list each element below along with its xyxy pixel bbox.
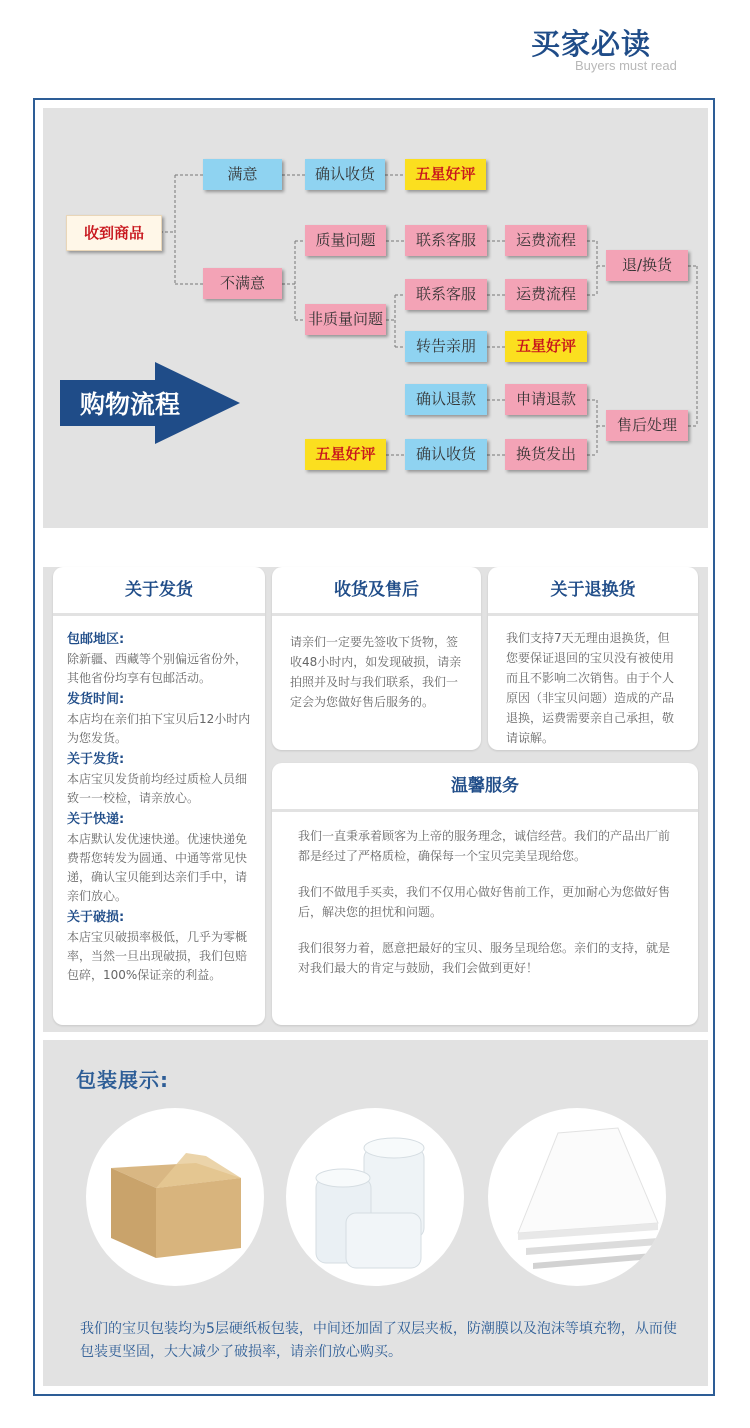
foam-sheets-icon xyxy=(488,1108,666,1286)
flow-node-freight-process: 运费流程 xyxy=(505,225,587,256)
bubble-wrap-image xyxy=(286,1108,464,1286)
flow-node-quality-issue: 质量问题 xyxy=(305,225,386,256)
shipping-item-text: 本店均在亲们拍下宝贝后12小时内为您发货。 xyxy=(67,712,251,745)
returns-card xyxy=(488,567,698,750)
flow-node-confirm-receipt: 确认收货 xyxy=(305,159,385,190)
flow-node-five-star: 五星好评 xyxy=(305,439,386,470)
receipt-card-text: 请亲们一定要先签收下货物，签收48小时内，如发现破损，请亲拍照并及时与我们联系，我们一定会为您做好售后服务的。 xyxy=(290,635,462,709)
shipping-item-label: 发货时间: xyxy=(67,692,125,707)
receipt-card-title: 收货及售后 xyxy=(272,567,481,616)
flow-node-non-quality-issue: 非质量问题 xyxy=(305,304,386,335)
cardboard-box-icon xyxy=(86,1108,264,1286)
flow-node-exchange-shipped: 换货发出 xyxy=(505,439,587,470)
flow-node-apply-refund: 申请退款 xyxy=(505,384,587,415)
service-card-title: 温馨服务 xyxy=(272,763,698,812)
page-title: 买家必读 xyxy=(531,27,652,61)
flow-node-satisfied: 满意 xyxy=(203,159,282,190)
flow-node-contact-service: 联系客服 xyxy=(405,279,487,310)
shipping-item-text: 本店默认发优速快递。优速快递免费帮您转发为圆通、中通等常见快递，确认宝贝能到达亲们手中，请亲们放心。 xyxy=(67,832,248,903)
flow-node-five-star: 五星好评 xyxy=(505,331,587,362)
flow-node-after-sales: 售后处理 xyxy=(606,410,688,441)
packaging-title: 包装展示: xyxy=(76,1068,169,1092)
flow-node-contact-service: 联系客服 xyxy=(405,225,487,256)
shipping-item-label: 关于发货: xyxy=(67,752,125,767)
shipping-item-label: 关于快递: xyxy=(67,812,125,827)
foam-sheets-image xyxy=(488,1108,666,1286)
service-paragraph: 我们一直秉承着顾客为上帝的服务理念，诚信经营。我们的产品出厂前都是经过了严格质检，确保每一个宝贝完美呈现给您。 xyxy=(298,829,671,863)
bubble-wrap-icon xyxy=(286,1108,464,1286)
shipping-item-text: 除新疆、西藏等个别偏远省份外，其他省份均享有包邮活动。 xyxy=(67,652,248,685)
page-subtitle: Buyers must read xyxy=(575,58,677,73)
shipping-item-label: 关于破损: xyxy=(67,910,125,925)
flow-node-freight-process: 运费流程 xyxy=(505,279,587,310)
receipt-card xyxy=(272,567,481,750)
packaging-description: 我们的宝贝包装均为5层硬纸板包装，中间还加固了双层夹板，防潮膜以及泡沫等填充物，从而使包装更坚固，大大减少了破损率，请亲们放心购买。 xyxy=(80,1321,677,1360)
service-card xyxy=(272,763,698,1025)
process-arrow-label: 购物流程 xyxy=(80,390,181,419)
returns-card-title: 关于退换货 xyxy=(488,567,698,616)
returns-card-text: 我们支持7天无理由退换货，但您要保证退回的宝贝没有被使用而且不影响二次销售。由于个人原因（非宝贝问题）造成的产品退换，运费需要亲自己承担，敬请谅解。 xyxy=(506,631,675,745)
flow-node-received: 收到商品 xyxy=(66,215,162,251)
service-paragraph: 我们很努力着，愿意把最好的宝贝、服务呈现给您。亲们的支持，就是对我们最大的肯定与鼓励，我们会做到更好！ xyxy=(298,941,671,975)
flow-node-return-exchange: 退/换货 xyxy=(606,250,688,281)
flow-node-unsatisfied: 不满意 xyxy=(203,268,282,299)
flow-node-confirm-receipt: 确认收货 xyxy=(405,439,487,470)
cardboard-box-image xyxy=(86,1108,264,1286)
shipping-item-text: 本店宝贝发货前均经过质检人员细致一一校检，请亲放心。 xyxy=(67,772,248,805)
shipping-card-title: 关于发货 xyxy=(53,567,265,616)
shipping-item-text: 本店宝贝破损率极低，几乎为零概率，当然一旦出现破损，我们包赔包碎，100%保证亲的利益。 xyxy=(67,930,248,982)
shipping-card xyxy=(53,567,265,1025)
service-paragraph: 我们不做甩手买卖，我们不仅用心做好售前工作，更加耐心为您做好售后，解决您的担忧和问题。 xyxy=(298,885,671,919)
flow-node-five-star: 五星好评 xyxy=(405,159,486,190)
flow-node-tell-friends: 转告亲朋 xyxy=(405,331,487,362)
flow-node-confirm-refund: 确认退款 xyxy=(405,384,487,415)
shipping-item-label: 包邮地区: xyxy=(67,632,125,647)
